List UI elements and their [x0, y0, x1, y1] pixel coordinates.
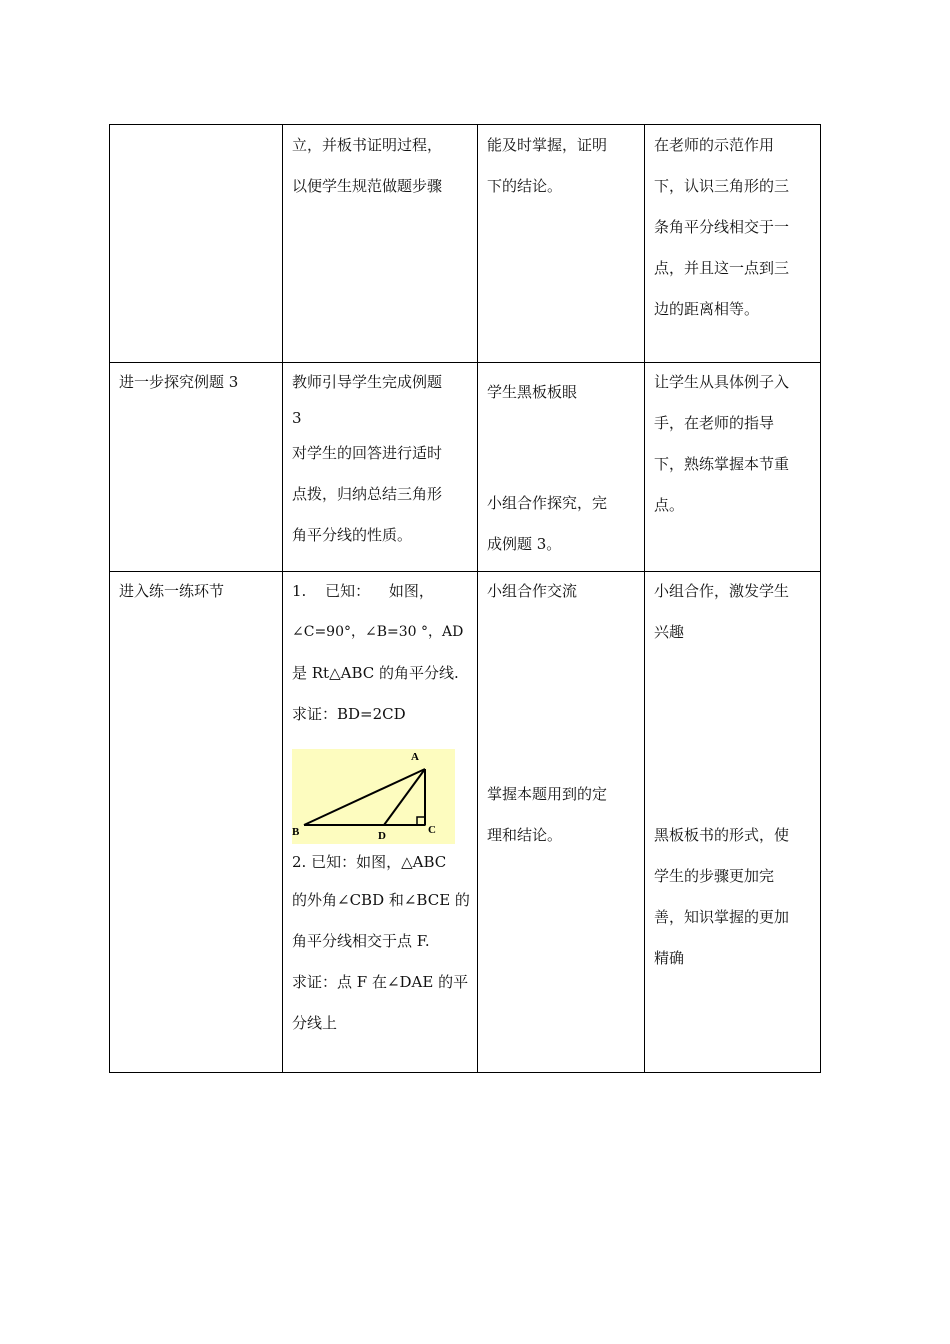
table-row	[110, 125, 821, 363]
cell-line: 小组合作交流	[487, 582, 578, 600]
cell-line: 理和结论。	[487, 826, 563, 844]
cell-line: 掌握本题用到的定	[487, 785, 608, 803]
stage-label: 进一步探究例题 3	[119, 373, 239, 391]
cell-line: 小组合作探究，完	[487, 494, 608, 512]
cell-line: 是 Rt△ABC 的角平分线.	[292, 664, 459, 682]
cell-line: 3	[292, 409, 302, 427]
cell-line: 立，并板书证明过程，	[292, 136, 443, 154]
vertex-label-b: B	[292, 826, 300, 838]
teacher-activity-cell	[283, 572, 478, 1073]
cell-line: 精确	[654, 949, 685, 967]
vertex-label-c: C	[428, 824, 436, 836]
cell-line: 2. 已知：如图，△ABC	[292, 853, 447, 871]
cell-line: 的外角∠CBD 和∠BCE 的	[292, 891, 470, 909]
cell-line: 下的结论。	[487, 177, 563, 195]
triangle-figure	[292, 749, 455, 844]
cell-line: 点。	[654, 496, 685, 514]
cell-line: 手，在老师的指导	[654, 414, 775, 432]
cell-line: 让学生从具体例子入	[654, 373, 790, 391]
cell-line: 角平分线相交于点 F.	[292, 932, 430, 950]
cell-line: 角平分线的性质。	[292, 526, 413, 544]
student-activity-cell	[478, 125, 645, 363]
cell-line: 对学生的回答进行适时	[292, 444, 443, 462]
stage-label: 进入练一练环节	[119, 582, 225, 600]
cell-line: 点拨，归纳总结三角形	[292, 485, 443, 503]
cell-line: 以便学生规范做题步骤	[292, 177, 443, 195]
vertex-label-d: D	[378, 830, 386, 842]
student-activity-cell	[478, 572, 645, 1073]
design-intent-cell	[645, 363, 821, 572]
cell-line: ∠C=90°，∠B=30 °，AD	[292, 624, 464, 640]
stage-cell	[110, 363, 283, 572]
cell-line: 学生的步骤更加完	[654, 867, 775, 885]
cell-line: 下，熟练掌握本节重	[654, 455, 790, 473]
cell-line: 能及时掌握，证明	[487, 136, 608, 154]
cell-line: 下，认识三角形的三	[654, 177, 790, 195]
cell-line: 边的距离相等。	[654, 300, 760, 318]
cell-line: 1. 已知： 如图，	[292, 582, 434, 600]
teacher-activity-cell	[283, 125, 478, 363]
design-intent-cell	[645, 572, 821, 1073]
triangle-diagram	[292, 749, 455, 844]
cell-line: 教师引导学生完成例题	[292, 373, 443, 391]
stage-cell	[110, 125, 283, 363]
design-intent-cell	[645, 125, 821, 363]
cell-line: 求证：BD=2CD	[292, 705, 406, 723]
cell-line: 求证：点 F 在∠DAE 的平	[292, 973, 469, 991]
lesson-table	[109, 124, 821, 1073]
cell-line: 小组合作，激发学生	[654, 582, 790, 600]
cell-line: 条角平分线相交于一	[654, 218, 790, 236]
stage-cell	[110, 572, 283, 1073]
cell-line: 点，并且这一点到三	[654, 259, 790, 277]
student-activity-cell	[478, 363, 645, 572]
cell-line: 学生黑板板眼	[487, 383, 578, 401]
cell-line: 黑板板书的形式，使	[654, 826, 790, 844]
teacher-activity-cell	[283, 363, 478, 572]
cell-line: 善，知识掌握的更加	[654, 908, 790, 926]
cell-line: 成例题 3。	[487, 535, 562, 553]
vertex-label-a: A	[411, 751, 419, 763]
table-row	[110, 363, 821, 572]
table-row	[110, 572, 821, 1073]
cell-line: 在老师的示范作用	[654, 136, 775, 154]
cell-line: 分线上	[292, 1014, 338, 1032]
cell-line: 兴趣	[654, 623, 685, 641]
